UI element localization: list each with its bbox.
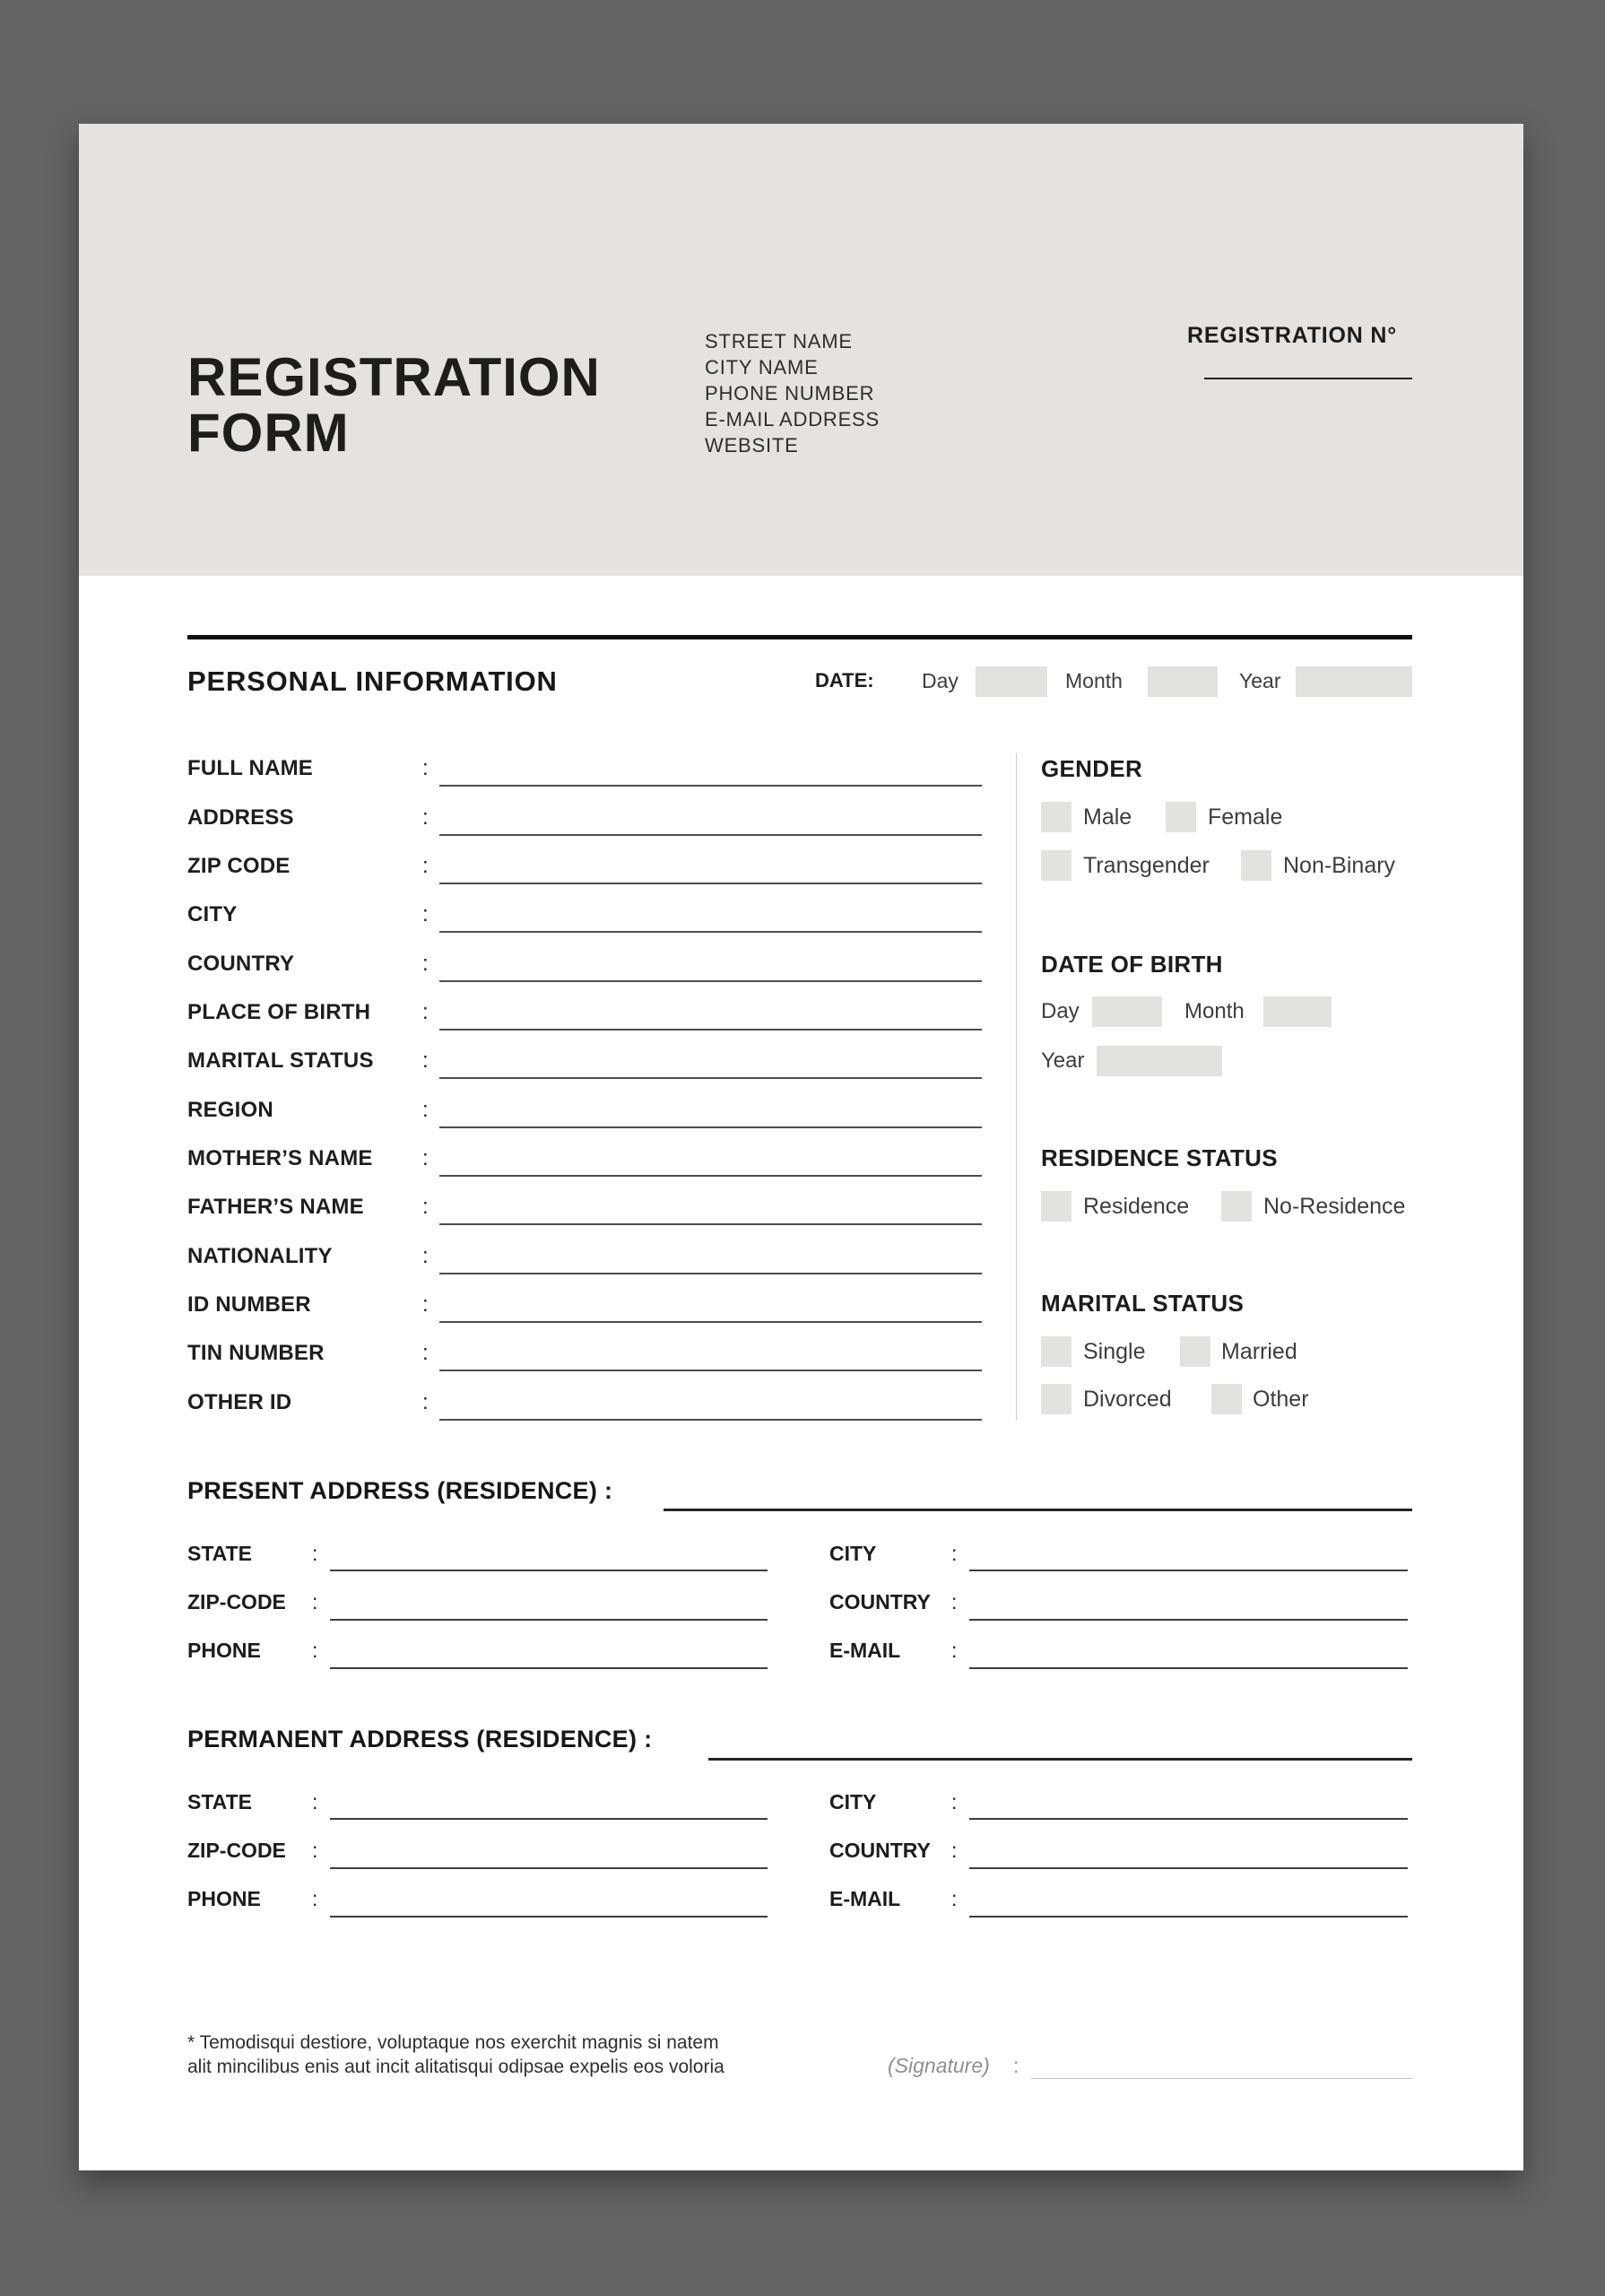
- field-input-line[interactable]: [439, 1321, 982, 1323]
- present-address-colon: :: [603, 1477, 613, 1504]
- divorced-label: Divorced: [1083, 1387, 1172, 1412]
- address-field-input-line[interactable]: [330, 1818, 768, 1820]
- field-label: ZIP CODE: [187, 853, 291, 878]
- gender-male-label: Male: [1083, 804, 1132, 830]
- dob-day-label: Day: [1041, 999, 1080, 1023]
- address-field-label: E-MAIL: [829, 1639, 901, 1663]
- date-year-label: Year: [1239, 669, 1281, 692]
- personal-fields: [187, 744, 982, 1427]
- address-field-label: COUNTRY: [829, 1838, 931, 1862]
- date-label: DATE:: [815, 669, 874, 691]
- footnote-line1: * Temodisqui destiore, voluptaque nos exerchit magnis si natem: [187, 2032, 719, 2053]
- address-field-colon: :: [951, 1541, 958, 1565]
- field-label: MARITAL STATUS: [187, 1048, 374, 1074]
- signature-label: (Signature): [888, 2054, 990, 2077]
- field-row: [187, 793, 982, 841]
- no-residence-checkbox[interactable]: [1221, 1191, 1252, 1222]
- residence-label: Residence: [1083, 1194, 1190, 1219]
- page-title: [187, 347, 601, 463]
- field-row: [187, 1085, 982, 1134]
- field-label: COUNTRY: [187, 951, 295, 976]
- field-input-line[interactable]: [439, 931, 982, 933]
- married-checkbox[interactable]: [1180, 1336, 1210, 1367]
- field-colon: :: [422, 1048, 429, 1074]
- field-input-line[interactable]: [439, 1419, 982, 1421]
- dob-day-input[interactable]: [1092, 996, 1162, 1027]
- field-input-line[interactable]: [439, 834, 982, 836]
- permanent-address-input-line[interactable]: [708, 1758, 1412, 1761]
- field-label: REGION: [187, 1097, 273, 1122]
- address-field-colon: :: [312, 1541, 318, 1565]
- address-field-label: PHONE: [187, 1887, 261, 1911]
- dob-year-input[interactable]: [1097, 1046, 1222, 1076]
- field-row: [187, 1183, 982, 1231]
- signature-colon: :: [1013, 2054, 1019, 2077]
- address-field-label: STATE: [187, 1789, 252, 1813]
- address-field-input-line[interactable]: [330, 1619, 768, 1621]
- permanent-address-right-column: [829, 1778, 1408, 1924]
- field-input-line[interactable]: [439, 1126, 982, 1128]
- dob-month-label: Month: [1184, 999, 1245, 1023]
- permanent-address-title-text: PERMANENT ADDRESS (RESIDENCE): [187, 1726, 638, 1752]
- field-input-line[interactable]: [439, 1175, 982, 1177]
- permanent-address-colon: :: [644, 1726, 653, 1752]
- gender-male-checkbox[interactable]: [1041, 802, 1071, 832]
- dob-year-label: Year: [1041, 1048, 1085, 1073]
- address-field-row: [829, 1529, 1408, 1578]
- married-label: Married: [1221, 1339, 1297, 1364]
- field-label: MOTHER’S NAME: [187, 1145, 373, 1170]
- field-colon: :: [422, 1341, 429, 1366]
- other-label: Other: [1253, 1387, 1309, 1412]
- personal-information-heading: PERSONAL INFORMATION: [187, 665, 558, 697]
- address-field-label: ZIP-CODE: [187, 1589, 286, 1613]
- address-field-colon: :: [312, 1589, 318, 1613]
- address-field-input-line[interactable]: [330, 1570, 768, 1571]
- address-field-row: [187, 1627, 768, 1675]
- address-field-colon: :: [951, 1589, 958, 1613]
- field-label: ADDRESS: [187, 804, 294, 830]
- field-colon: :: [422, 1243, 429, 1268]
- field-label: PLACE OF BIRTH: [187, 999, 371, 1024]
- field-row: [187, 939, 982, 987]
- date-year-input[interactable]: [1296, 666, 1412, 697]
- field-row: [187, 988, 982, 1037]
- no-residence-label: No-Residence: [1263, 1194, 1406, 1219]
- address-field-row: [187, 1826, 768, 1874]
- date-day-label: Day: [922, 669, 959, 692]
- date-month-input[interactable]: [1148, 666, 1218, 697]
- present-address-input-line[interactable]: [664, 1509, 1412, 1511]
- field-colon: :: [422, 853, 429, 878]
- field-row: [187, 1281, 982, 1329]
- address-field-row: [187, 1529, 768, 1578]
- field-colon: :: [422, 1292, 429, 1317]
- signature-input-line[interactable]: [1031, 2078, 1412, 2079]
- residence-checkbox[interactable]: [1041, 1191, 1071, 1222]
- page-title-line1: REGISTRATION: [187, 347, 601, 407]
- field-label: TIN NUMBER: [187, 1341, 325, 1366]
- present-address-right-column: [829, 1529, 1408, 1675]
- dob-heading: DATE OF BIRTH: [1041, 951, 1223, 978]
- address-field-input-line[interactable]: [969, 1867, 1408, 1869]
- footnote: [187, 2031, 724, 2079]
- field-row: [187, 1378, 982, 1426]
- present-address-left-column: [187, 1529, 768, 1675]
- address-field-row: [829, 1826, 1408, 1874]
- gender-transgender-checkbox[interactable]: [1041, 850, 1071, 881]
- address-field-label: COUNTRY: [829, 1589, 931, 1613]
- page-title-line2: FORM: [187, 403, 350, 463]
- field-colon: :: [422, 756, 429, 781]
- gender-female-label: Female: [1208, 804, 1283, 830]
- organization-address-line: CITY NAME: [705, 356, 819, 378]
- field-label: FULL NAME: [187, 756, 314, 781]
- field-input-line[interactable]: [439, 785, 982, 787]
- address-field-input-line[interactable]: [330, 1916, 768, 1918]
- address-field-input-line[interactable]: [969, 1916, 1408, 1918]
- field-colon: :: [422, 1195, 429, 1220]
- field-input-line[interactable]: [439, 883, 982, 884]
- dob-month-input[interactable]: [1263, 996, 1332, 1027]
- address-field-row: [187, 1778, 768, 1826]
- field-row: [187, 1135, 982, 1183]
- field-label: ID NUMBER: [187, 1292, 311, 1317]
- section-divider-rule: [187, 635, 1412, 639]
- footnote-line2: alit mincilibus enis aut incit alitatisqui odipsae expelis eos voloria: [187, 2057, 724, 2077]
- residence-status-heading: RESIDENCE STATUS: [1041, 1144, 1278, 1171]
- address-field-colon: :: [951, 1789, 958, 1813]
- divorced-checkbox[interactable]: [1041, 1384, 1071, 1414]
- field-colon: :: [422, 902, 429, 927]
- other-checkbox[interactable]: [1211, 1384, 1242, 1414]
- registration-number-label: REGISTRATION N°: [1187, 323, 1398, 348]
- permanent-address-title: [187, 1726, 652, 1753]
- organization-address-line: STREET NAME: [705, 330, 853, 352]
- present-address-title: [187, 1477, 612, 1505]
- address-field-label: PHONE: [187, 1639, 261, 1663]
- address-field-label: CITY: [829, 1541, 877, 1565]
- organization-address-line: PHONE NUMBER: [705, 382, 875, 404]
- address-field-row: [829, 1778, 1408, 1826]
- address-field-colon: :: [312, 1838, 318, 1862]
- address-field-colon: :: [951, 1887, 958, 1911]
- address-field-input-line[interactable]: [969, 1667, 1408, 1669]
- single-checkbox[interactable]: [1041, 1336, 1071, 1367]
- address-field-label: CITY: [829, 1789, 877, 1813]
- address-field-row: [187, 1578, 768, 1626]
- gender-transgender-label: Transgender: [1083, 853, 1210, 878]
- address-field-row: [187, 1875, 768, 1924]
- field-row: [187, 1329, 982, 1378]
- field-row: [187, 842, 982, 891]
- address-field-input-line[interactable]: [969, 1570, 1408, 1571]
- field-input-line[interactable]: [439, 1077, 982, 1079]
- field-label: NATIONALITY: [187, 1243, 333, 1268]
- address-field-row: [829, 1578, 1408, 1626]
- gender-nonbinary-checkbox[interactable]: [1241, 850, 1271, 881]
- address-field-colon: :: [312, 1789, 318, 1813]
- gender-female-checkbox[interactable]: [1166, 802, 1196, 832]
- field-input-line[interactable]: [439, 1029, 982, 1031]
- field-colon: :: [422, 1145, 429, 1170]
- address-field-colon: :: [312, 1887, 318, 1911]
- field-input-line[interactable]: [439, 1273, 982, 1274]
- present-address-title-text: PRESENT ADDRESS (RESIDENCE): [187, 1477, 598, 1504]
- address-field-input-line[interactable]: [330, 1867, 768, 1869]
- address-field-label: E-MAIL: [829, 1887, 901, 1911]
- single-label: Single: [1083, 1339, 1146, 1364]
- address-field-colon: :: [312, 1639, 318, 1663]
- address-field-input-line[interactable]: [969, 1619, 1408, 1621]
- gender-nonbinary-label: Non-Binary: [1283, 853, 1396, 878]
- organization-address-block: [705, 328, 880, 458]
- address-field-colon: :: [951, 1639, 958, 1663]
- field-input-line[interactable]: [439, 1370, 982, 1371]
- address-field-label: ZIP-CODE: [187, 1838, 286, 1862]
- permanent-address-left-column: [187, 1778, 768, 1924]
- gender-heading: GENDER: [1041, 755, 1143, 782]
- date-month-label: Month: [1065, 669, 1123, 692]
- address-field-colon: :: [951, 1838, 958, 1862]
- field-label: OTHER ID: [187, 1389, 292, 1414]
- registration-form-page: [79, 124, 1523, 2170]
- column-divider: [1016, 753, 1017, 1420]
- field-colon: :: [422, 951, 429, 976]
- address-field-label: STATE: [187, 1541, 252, 1565]
- field-row: [187, 1231, 982, 1280]
- field-input-line[interactable]: [439, 980, 982, 982]
- field-colon: :: [422, 1097, 429, 1122]
- field-input-line[interactable]: [439, 1223, 982, 1225]
- field-colon: :: [422, 999, 429, 1024]
- address-field-input-line[interactable]: [969, 1818, 1408, 1820]
- field-row: [187, 1037, 982, 1085]
- field-label: FATHER’S NAME: [187, 1195, 364, 1220]
- address-field-input-line[interactable]: [330, 1667, 768, 1669]
- registration-number-input-line[interactable]: [1204, 378, 1412, 379]
- field-colon: :: [422, 804, 429, 830]
- field-label: CITY: [187, 902, 238, 927]
- address-field-row: [829, 1627, 1408, 1675]
- field-row: [187, 744, 982, 793]
- field-row: [187, 891, 982, 939]
- organization-address-line: WEBSITE: [705, 434, 799, 457]
- date-day-input[interactable]: [976, 666, 1047, 697]
- address-field-row: [829, 1875, 1408, 1924]
- organization-address-line: E-MAIL ADDRESS: [705, 408, 880, 430]
- marital-status-heading: MARITAL STATUS: [1041, 1290, 1245, 1317]
- field-colon: :: [422, 1389, 429, 1414]
